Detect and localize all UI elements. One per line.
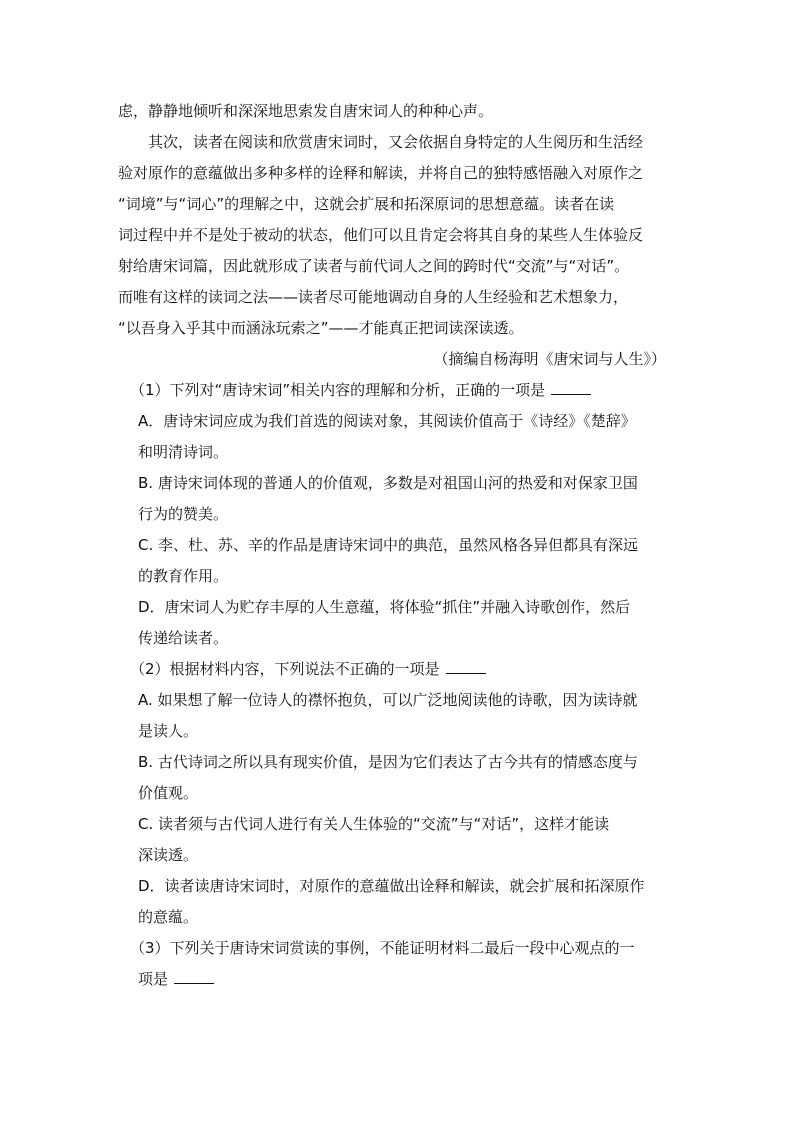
question-stem: （3）下列关于唐诗宋词赏读的事例，不能证明材料二最后一段中心观点的一 <box>130 939 635 957</box>
option-c: C. 读者须与古代词人进行有关人生体验的“交流”与“对话”，这样才能读 <box>138 815 610 833</box>
option-b-cont: 行为的赞美。 <box>138 505 229 523</box>
option-a: A．唐诗宋词应成为我们首选的阅读对象，其阅读价值高于《诗经》《楚辞》 <box>138 412 636 430</box>
option-b: B. 古代诗词之所以具有现实价值，是因为它们表达了古今共有的情感态度与 <box>138 753 638 771</box>
option-b-cont: 价值观。 <box>138 784 199 802</box>
option-c-cont: 深读透。 <box>138 846 199 864</box>
option-a-cont: 和明清诗词。 <box>138 443 229 461</box>
option-c-cont: 的教育作用。 <box>138 567 229 585</box>
option-b: B. 唐诗宋词体现的普通人的价值观，多数是对祖国山河的热爱和对保家卫国 <box>138 474 638 492</box>
passage-line: “词境”与“词心”的理解之中，这就会扩展和拓深原词的思想意蕴。读者在读 <box>118 195 615 213</box>
option-d-cont: 的意蕴。 <box>138 908 199 926</box>
option-d: D．读者读唐诗宋词时，对原作的意蕴做出诠释和解读，就会扩展和拓深原作 <box>138 877 645 895</box>
passage-line: 验对原作的意蕴做出多种多样的诠释和解读，并将自己的独特感悟融入对原作之 <box>118 164 644 182</box>
option-d: D．唐宋词人为贮存丰厚的人生意蕴，将体验“抓住”并融入诗歌创作，然后 <box>138 598 631 616</box>
question-3 <box>118 933 678 995</box>
question-1 <box>118 375 678 654</box>
passage-line: 射给唐宋词篇，因此就形成了读者与前代词人之间的跨时代“交流”与“对话”。 <box>118 257 630 275</box>
passage-source: （摘编自杨海明《唐宋词与人生》） <box>433 350 666 368</box>
passage-line: 而唯有这样的读词之法——读者尽可能地调动自身的人生经验和艺术想象力， <box>118 288 629 306</box>
option-a-cont: 是读人。 <box>138 722 199 740</box>
option-d-cont: 传递给读者。 <box>138 629 229 647</box>
document-page <box>118 96 678 995</box>
passage-line: 词过程中并不是处于被动的状态，他们可以且肯定会将其自身的某些人生体验反 <box>118 226 644 244</box>
answer-blank[interactable] <box>446 655 486 674</box>
passage <box>118 96 678 375</box>
answer-blank[interactable] <box>174 965 214 984</box>
option-a: A. 如果想了解一位诗人的襟怀抱负，可以广泛地阅读他的诗歌，因为读诗就 <box>138 691 638 709</box>
question-stem: （1）下列对“唐诗宋词”相关内容的理解和分析，正确的一项是 <box>118 375 678 406</box>
passage-line: 虑，静静地倾听和深深地思索发自唐宋词人的种种心声。 <box>118 102 494 120</box>
question-stem-cont: 项是 <box>118 964 678 995</box>
passage-line: “以吾身入乎其中而涵泳玩索之”——才能真正把词读深读透。 <box>118 319 524 337</box>
question-stem: （2）根据材料内容，下列说法不正确的一项是 <box>118 654 678 685</box>
passage-line: 其次，读者在阅读和欣赏唐宋词时，又会依据自身特定的人生阅历和生活经 <box>148 133 644 151</box>
question-2 <box>118 654 678 933</box>
answer-blank[interactable] <box>551 376 591 395</box>
option-c: C. 李、杜、苏、辛的作品是唐诗宋词中的典范，虽然风格各异但都具有深远 <box>138 536 639 554</box>
